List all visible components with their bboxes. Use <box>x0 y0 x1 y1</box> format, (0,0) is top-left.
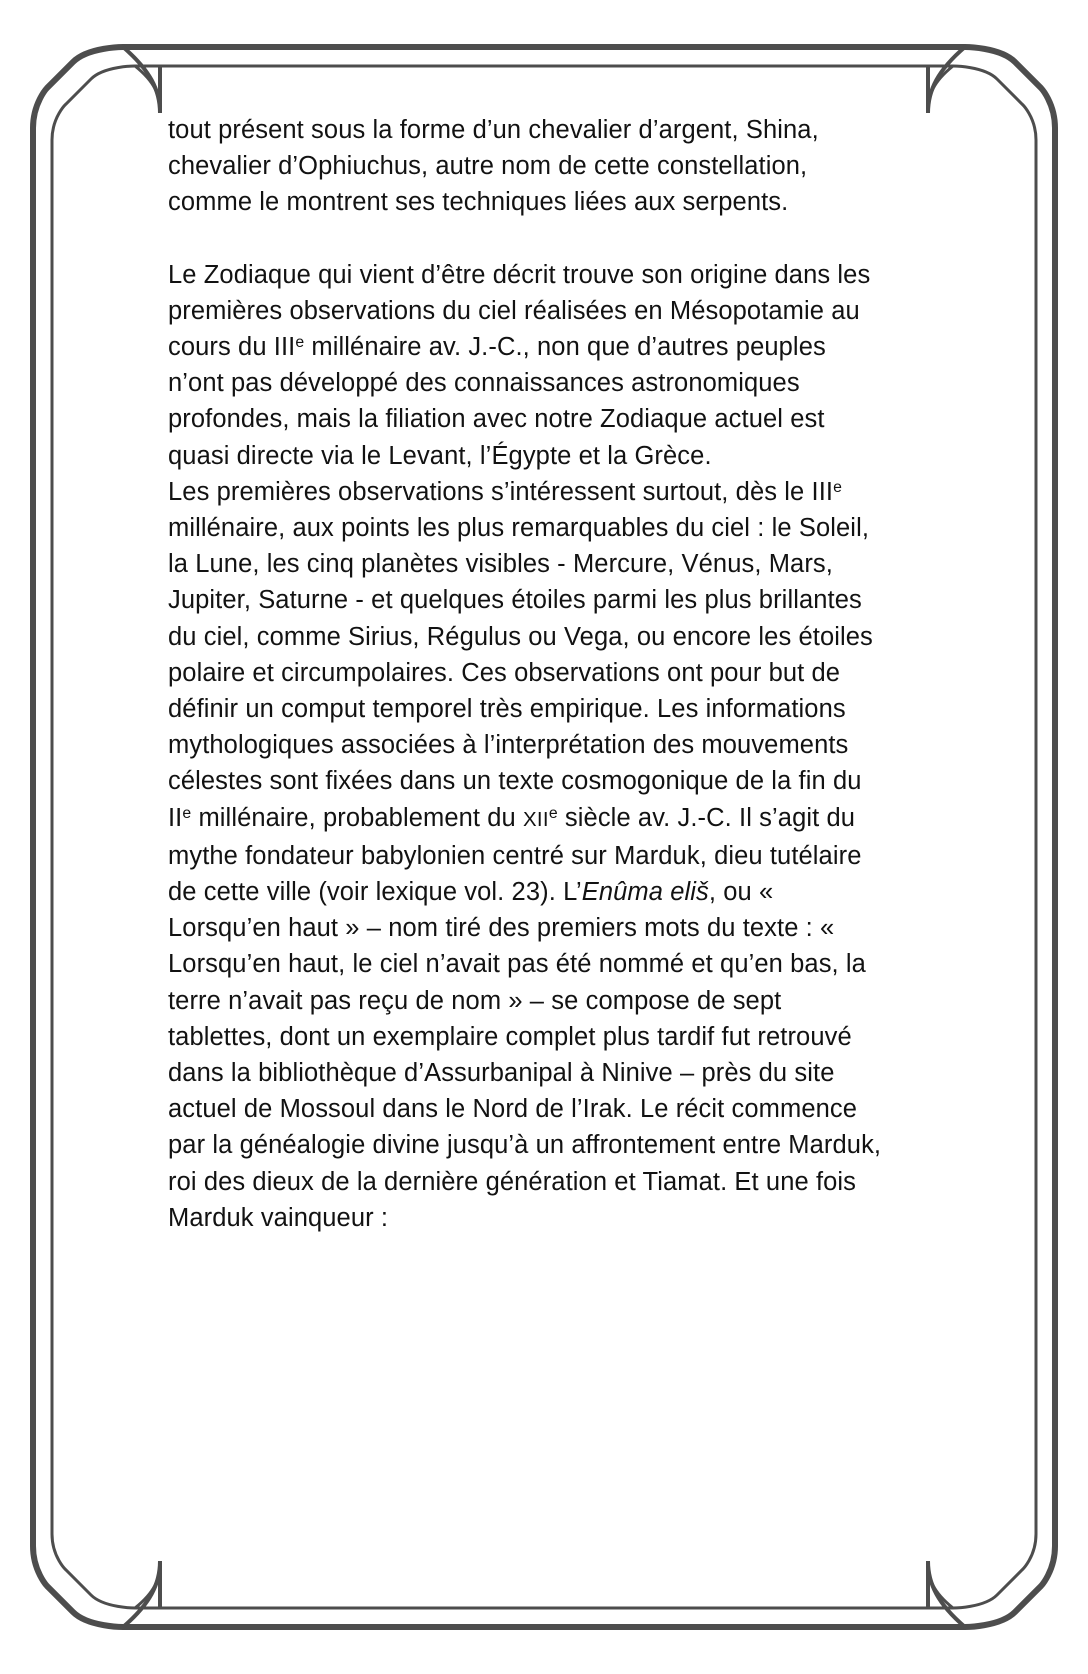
paragraph-2-text-before: Le Zodiaque qui vient d’être décrit trouve son origine dans les premières observations du ciel réalisées en Mésopotamie au cours du III <box>168 260 871 362</box>
page-text-column <box>168 112 886 1442</box>
paragraph-2-ordinal-suffix: e <box>295 333 305 351</box>
paragraph-3-segment-2: millénaire, aux points les plus remarquables du ciel : le Soleil, la Lune, les cinq planètes visibles - Mercure, Vénus, Mars, Jupiter, Saturne - et quelques étoiles parmi les plus brillantes du ciel, comme Sirius, Régulus ou Vega, ou encore les étoiles polaire et circumpolaires. Ces observations ont pour but de définir un comput temporel très empirique. Les informations mythologiques associées à l’interprétation des mouvements célestes sont fixées dans un texte cosmogonique de la fin du II <box>168 514 873 832</box>
paragraph-1: tout présent sous la forme d’un chevalier d’argent, Shina, chevalier d’Ophiuchus, autre nom de cette constellation, comme le montrent ses techniques liées aux serpents. <box>168 116 819 217</box>
paragraph-3-segment-4: siècle av. J.-C. Il s’agit du mythe fondateur babylonien centré sur Marduk, dieu tutélaire de cette ville (voir lexique vol. 23). L’ <box>168 803 862 907</box>
paragraph-2 <box>168 257 886 474</box>
paragraph-3-segment-1: Les premières observations s’intéressent surtout, dès le III <box>168 477 834 506</box>
paragraph-3-segment-3: millénaire, probablement du <box>191 803 524 832</box>
paragraph-3-ordinal-suffix-3: e <box>548 804 558 822</box>
paragraph-3-ordinal-suffix-2: e <box>182 804 192 822</box>
paragraph-3-ordinal-suffix-1: e <box>833 478 842 496</box>
paragraph-2-text-after: millénaire av. J.-C., non que d’autres peuples n’ont pas développé des connaissances astronomiques profondes, mais la filiation avec notre Zodiaque actuel est quasi directe via le Levant, l’Égypte et la Grèce. <box>168 333 826 470</box>
paragraph-3-segment-5: , ou « Lorsqu’en haut » – nom tiré des premiers mots du texte : « Lorsqu’en haut, le ciel n’avait pas été nommé et qu’en bas, la terre n’avait pas reçu de nom » – se compose de sept tablettes, dont un exemplaire complet plus tardif fut retrouvé dans la bibliothèque d’Assurbanipal à Ninive – près du site actuel de Mossoul dans le Nord de l’Irak. Le récit commence par la généalogie divine jusqu’à un affrontement entre Marduk, roi des dieux de la dernière génération et Tiamat. Et une fois Marduk vainqueur : <box>168 878 882 1232</box>
paragraph-3 <box>168 474 886 1236</box>
paragraph-3-italic-title: Enûma eliš <box>581 878 709 907</box>
paragraph-3-roman-numeral: XII <box>523 808 549 831</box>
